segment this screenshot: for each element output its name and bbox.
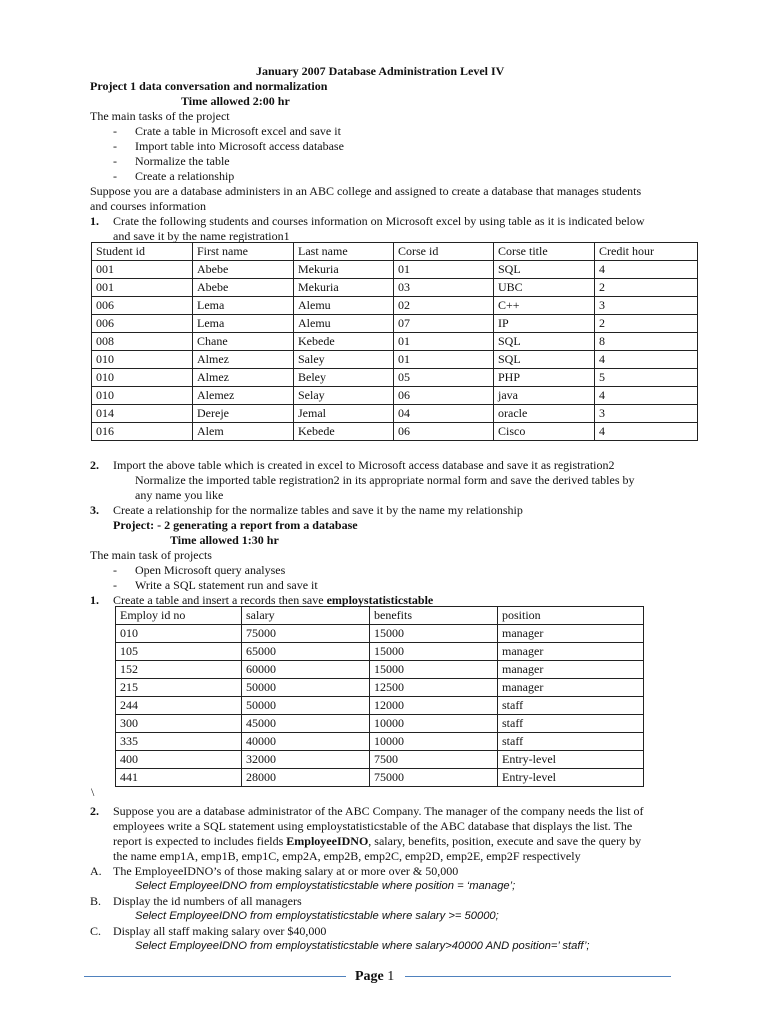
employee-table-cell: 75000 [242, 625, 370, 643]
employee-table-header-row [116, 607, 644, 625]
registration-table-cell: Abebe [193, 279, 294, 297]
project1-step1-number: 1. [90, 214, 99, 228]
registration-table-cell: 01 [394, 333, 494, 351]
employee-table-cell: 15000 [370, 625, 498, 643]
question-text: Display all staff making salary over $40,000 [113, 924, 327, 938]
registration-table-body [92, 243, 698, 441]
registration-table-cell: 4 [595, 423, 698, 441]
employee-table-row [116, 679, 644, 697]
registration-table-cell: 4 [595, 351, 698, 369]
employee-table-cell: 15000 [370, 661, 498, 679]
registration-table-cell: 006 [92, 297, 193, 315]
employee-table-cell: 12000 [370, 697, 498, 715]
employee-table-cell: 10000 [370, 715, 498, 733]
registration-table-cell: 4 [595, 387, 698, 405]
registration-table-cell: 03 [394, 279, 494, 297]
registration-table-cell: UBC [494, 279, 595, 297]
employee-table-cell: staff [498, 697, 644, 715]
question-answer: Select EmployeeIDNO from employstatisticstable where salary>40000 AND position=’ staff’; [135, 940, 590, 952]
project2-step2-number: 2. [90, 804, 99, 818]
registration-table-cell: 3 [595, 297, 698, 315]
question-letter: C. [90, 924, 102, 938]
employee-table-cell: 28000 [242, 769, 370, 787]
page-number: 1 [387, 969, 395, 984]
registration-table-cell: PHP [494, 369, 595, 387]
document-title: January 2007 Database Administration Level IV [256, 64, 505, 78]
registration-table-cell: Mekuria [294, 279, 394, 297]
project2-task-bullet: - [113, 578, 117, 592]
employee-table-cell: 65000 [242, 643, 370, 661]
project1-intro-line: Suppose you are a database administers in an ABC college and assigned to create a database that manages students [90, 184, 642, 198]
employee-table-header-cell: benefits [370, 607, 498, 625]
employee-table-cell: 32000 [242, 751, 370, 769]
registration-table-cell: 010 [92, 387, 193, 405]
registration-table-cell: Almez [193, 369, 294, 387]
employee-table-cell: 335 [116, 733, 242, 751]
employee-table-cell: staff [498, 715, 644, 733]
employee-table-cell: staff [498, 733, 644, 751]
project1-task-bullet: - [113, 169, 117, 183]
employee-table-header-cell: salary [242, 607, 370, 625]
footer-rule-left [84, 976, 346, 977]
employee-table-cell: 244 [116, 697, 242, 715]
question-text: The EmployeeIDNO’s of those making salary at or more over & 50,000 [113, 864, 459, 878]
project2-step2-text: the name emp1A, emp1B, emp1C, emp2A, emp2B, emp2C, emp2D, emp2E, emp2F respectively [113, 849, 581, 863]
project1-task: Import table into Microsoft access database [135, 139, 344, 153]
registration-table-cell: 014 [92, 405, 193, 423]
registration-table-cell: 001 [92, 279, 193, 297]
employee-table-row [116, 751, 644, 769]
registration-table-cell: SQL [494, 261, 595, 279]
employee-table-cell: Entry-level [498, 769, 644, 787]
registration-table-cell: Lema [193, 297, 294, 315]
registration-table-cell: Mekuria [294, 261, 394, 279]
employee-table-cell: 441 [116, 769, 242, 787]
registration-table-cell: 01 [394, 261, 494, 279]
registration-table-cell: IP [494, 315, 595, 333]
project2-step1-table-name: employstatisticstable [326, 593, 434, 607]
registration-table-header-cell: Last name [294, 243, 394, 261]
project1-main-tasks-label: The main tasks of the project [90, 109, 230, 123]
project1-task-bullet: - [113, 154, 117, 168]
project1-step3-text: Create a relationship for the normalize tables and save it by the name my relationship [113, 503, 523, 517]
registration-table-cell: 001 [92, 261, 193, 279]
employee-table-row [116, 733, 644, 751]
employee-statistics-table [115, 606, 644, 787]
registration-table-cell: Kebede [294, 423, 394, 441]
registration-table-cell: Alemez [193, 387, 294, 405]
registration-table-cell: Beley [294, 369, 394, 387]
registration-table-cell: 04 [394, 405, 494, 423]
registration-table-cell: Cisco [494, 423, 595, 441]
registration-table-cell: C++ [494, 297, 595, 315]
registration-table-header-cell: First name [193, 243, 294, 261]
project2-task-bullet: - [113, 563, 117, 577]
project1-task-bullet: - [113, 124, 117, 138]
project1-step1-text: Crate the following students and courses information on Microsoft excel by using table as it is indicated below [113, 214, 645, 228]
registration-table-cell: 4 [595, 261, 698, 279]
employee-table-cell: 50000 [242, 697, 370, 715]
employee-table-cell: 400 [116, 751, 242, 769]
registration-table-cell: Selay [294, 387, 394, 405]
project2-step2-text: Suppose you are a database administrator of the ABC Company. The manager of the company needs the list of [113, 804, 644, 818]
project1-step2-number: 2. [90, 458, 99, 472]
registration-table-cell: oracle [494, 405, 595, 423]
registration-table-cell: SQL [494, 351, 595, 369]
registration-table-cell: Jemal [294, 405, 394, 423]
employee-table-cell: 45000 [242, 715, 370, 733]
registration-table-row [92, 387, 698, 405]
employee-table-row [116, 625, 644, 643]
registration-table-header-cell: Student id [92, 243, 193, 261]
project2-step2-text: employees write a SQL statement using employstatisticstable of the ABC database that displays the list. The [113, 819, 633, 833]
employee-table-cell: manager [498, 625, 644, 643]
project2-step2-fragment: report is expected to includes fields [113, 834, 287, 848]
registration-table-cell: Saley [294, 351, 394, 369]
employee-table-cell: 010 [116, 625, 242, 643]
question-letter: B. [90, 894, 102, 908]
employee-table-row [116, 715, 644, 733]
employee-table-cell: 40000 [242, 733, 370, 751]
employee-table-cell: 215 [116, 679, 242, 697]
project2-step2-text [113, 834, 641, 849]
registration-table-cell: SQL [494, 333, 595, 351]
employee-table-cell: manager [498, 679, 644, 697]
registration-table-header-cell: Corse id [394, 243, 494, 261]
project2-step2-fragment: , salary, benefits, position, execute and save the query by [368, 834, 642, 848]
registration-table-cell: java [494, 387, 595, 405]
project1-task: Crate a table in Microsoft excel and save it [135, 124, 341, 138]
project1-intro-line: and courses information [90, 199, 206, 213]
question-answer: Select EmployeeIDNO from employstatisticstable where position = ‘manage’; [135, 880, 516, 892]
question-letter: A. [90, 864, 102, 878]
employee-table-cell: 105 [116, 643, 242, 661]
project1-step1-text: and save it by the name registration1 [113, 229, 290, 243]
employee-table-cell: 50000 [242, 679, 370, 697]
registration-table-cell: 010 [92, 351, 193, 369]
question-text: Display the id numbers of all managers [113, 894, 302, 908]
employee-table-cell: manager [498, 661, 644, 679]
registration-table-cell: Alemu [294, 297, 394, 315]
page-label: Page [355, 969, 384, 984]
registration-table-cell: 06 [394, 387, 494, 405]
project2-task: Open Microsoft query analyses [135, 563, 286, 577]
registration-table-row [92, 315, 698, 333]
registration-table-cell: 02 [394, 297, 494, 315]
registration-table-row [92, 351, 698, 369]
registration-table [91, 242, 698, 441]
employee-table-cell: 152 [116, 661, 242, 679]
employee-table-cell: 60000 [242, 661, 370, 679]
registration-table-cell: 01 [394, 351, 494, 369]
employee-table-cell: 10000 [370, 733, 498, 751]
employee-table-header-cell: Employ id no [116, 607, 242, 625]
project2-step1-plain: Create a table and insert a records then save [113, 593, 327, 607]
project1-title: Project 1 data conversation and normalization [90, 79, 328, 93]
registration-table-cell: Kebede [294, 333, 394, 351]
employee-statistics-table-body [116, 607, 644, 787]
employee-table-row [116, 769, 644, 787]
registration-table-cell: 006 [92, 315, 193, 333]
project2-title: Project: - 2 generating a report from a database [113, 518, 358, 532]
registration-table-cell: 3 [595, 405, 698, 423]
registration-table-row [92, 423, 698, 441]
employee-table-cell: 12500 [370, 679, 498, 697]
project2-step2-field-name: EmployeeIDNO [286, 834, 369, 848]
registration-table-cell: 2 [595, 315, 698, 333]
registration-table-cell: Lema [193, 315, 294, 333]
project1-step2-text: any name you like [135, 488, 224, 502]
registration-table-cell: 016 [92, 423, 193, 441]
employee-table-row [116, 661, 644, 679]
registration-table-cell: Dereje [193, 405, 294, 423]
employee-table-row [116, 643, 644, 661]
project1-step2-text: Normalize the imported table registration2 in its appropriate normal form and save the derived tables by [135, 473, 635, 487]
question-answer: Select EmployeeIDNO from employstatisticstable where salary >= 50000; [135, 910, 499, 922]
registration-table-header-cell: Credit hour [595, 243, 698, 261]
registration-table-cell: Chane [193, 333, 294, 351]
registration-table-cell: 008 [92, 333, 193, 351]
registration-table-row [92, 333, 698, 351]
registration-table-cell: 010 [92, 369, 193, 387]
registration-table-cell: 5 [595, 369, 698, 387]
registration-table-header-row [92, 243, 698, 261]
project1-step3-number: 3. [90, 503, 99, 517]
stray-mark: \ [91, 785, 95, 799]
registration-table-cell: 07 [394, 315, 494, 333]
project2-time-allowed: Time allowed 1:30 hr [170, 533, 279, 547]
registration-table-cell: Abebe [193, 261, 294, 279]
employee-table-row [116, 697, 644, 715]
employee-table-header-cell: position [498, 607, 644, 625]
project1-task: Normalize the table [135, 154, 230, 168]
registration-table-row [92, 405, 698, 423]
employee-table-cell: 7500 [370, 751, 498, 769]
registration-table-cell: Alemu [294, 315, 394, 333]
project2-task: Write a SQL statement run and save it [135, 578, 318, 592]
registration-table-row [92, 279, 698, 297]
project1-step2-text: Import the above table which is created in excel to Microsoft access database and save it as registration2 [113, 458, 615, 472]
page-footer [355, 969, 394, 984]
project1-time-allowed: Time allowed 2:00 hr [181, 94, 290, 108]
registration-table-cell: Alem [193, 423, 294, 441]
employee-table-cell: manager [498, 643, 644, 661]
project2-step1-number: 1. [90, 593, 99, 607]
registration-table-row [92, 261, 698, 279]
registration-table-row [92, 369, 698, 387]
registration-table-header-cell: Corse title [494, 243, 595, 261]
project1-task: Create a relationship [135, 169, 235, 183]
registration-table-row [92, 297, 698, 315]
employee-table-cell: 75000 [370, 769, 498, 787]
employee-table-cell: 15000 [370, 643, 498, 661]
registration-table-cell: 05 [394, 369, 494, 387]
project2-main-tasks-label: The main task of projects [90, 548, 212, 562]
registration-table-cell: 06 [394, 423, 494, 441]
registration-table-cell: Almez [193, 351, 294, 369]
employee-table-cell: Entry-level [498, 751, 644, 769]
employee-table-cell: 300 [116, 715, 242, 733]
project1-task-bullet: - [113, 139, 117, 153]
registration-table-cell: 2 [595, 279, 698, 297]
registration-table-cell: 8 [595, 333, 698, 351]
footer-rule-right [405, 976, 671, 977]
